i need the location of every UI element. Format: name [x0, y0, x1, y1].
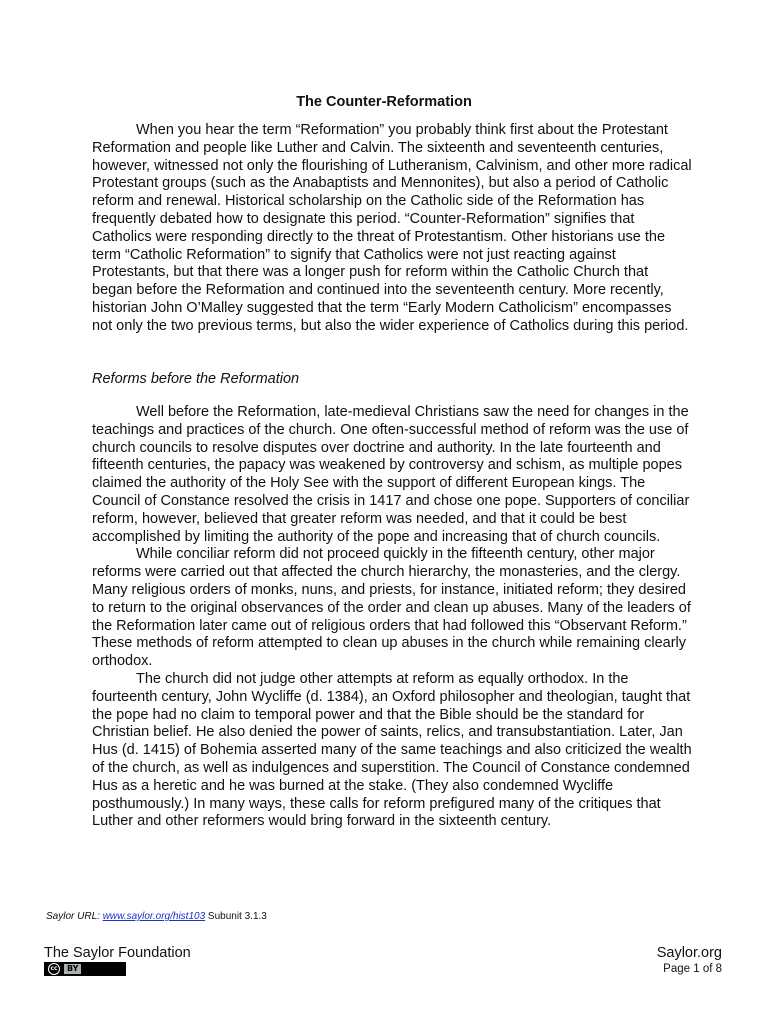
document-title: The Counter-Reformation: [296, 94, 472, 110]
footer-url-link[interactable]: www.saylor.org/hist103: [102, 911, 206, 922]
footer-site: Saylor.org: [656, 945, 722, 961]
cc-circle-icon: cc: [48, 963, 60, 975]
cc-by-label: BY: [64, 964, 81, 974]
cc-license-badge-icon: [44, 962, 126, 976]
footer-url-label: Saylor URL:: [46, 911, 103, 922]
section-heading: Reforms before the Reformation: [92, 371, 300, 387]
paragraph-intro: When you hear the term “Reformation” you probably think first about the Protestant Reformation and people like Luther and Calvin. The sixteenth and seventeenth centuries, however, witnessed not only the flourishing of Lutheranism, Calvinism, and other more radical Protestant groups (such as the Anabaptists and Mennonites), but also a period of Catholic reform and renewal. Historical scholarship on the Catholic side of the Reformation has frequently debated how to designate this period. “Counter-Reformation” signifies that Catholics were responding directly to the threat of Protestantism. Other historians use the term “Catholic Reformation” to signify that Catholics were not just reacting against Protestants, but that there was a longer push for reform within the Catholic Church that began before the Reformation and continued into the seventeenth century. More recently, historian John O’Malley suggested that the term “Early Modern Catholicism” encompasses not only the two previous terms, but also the wider experience of Catholics during this period.: [92, 122, 692, 334]
footer-subunit: Subunit 3.1.3: [205, 911, 267, 922]
paragraph-wycliffe-hus: The church did not judge other attempts at reform as equally orthodox. In the fourteenth century, John Wycliffe (d. 1384), an Oxford philosopher and theologian, taught that the pope had no claim to temporal power and that the Bible should be the standard for Christian belief. He also denied the power of saints, relics, and transubstantiation. Later, Jan Hus (d. 1415) of Bohemia asserted many of the same teachings and also criticized the wealth of the church, as well as indulgences and superstition. The Council of Constance condemned Hus as a heretic and he was burned at the stake. (They also condemned Wycliffe posthumously.) In many ways, these calls for reform prefigured many of the critiques that Luther and other reformers would bring forward in the sixteenth century.: [92, 670, 692, 830]
section-body: [92, 404, 692, 831]
page-number: Page 1 of 8: [663, 963, 722, 975]
footer-org-name: The Saylor Foundation: [44, 945, 191, 961]
paragraph-orders: While conciliar reform did not proceed quickly in the fifteenth century, other major reforms were carried out that affected the church hierarchy, the monasteries, and the clergy. Many religious orders of monks, nuns, and priests, for instance, initiated reform; they desired to return to the original observances of the order and clean up abuses. Many of the leaders of the Reformation later came out of religious orders that had followed this “Observant Reform.” These methods of reform attempted to clean up abuses in the church while remaining clearly orthodox.: [92, 546, 691, 670]
footer-source: [46, 911, 267, 923]
paragraph-conciliar: Well before the Reformation, late-medieval Christians saw the need for changes in the teachings and practices of the church. One often-successful method of reform was the use of church councils to resolve disputes over doctrine and authority. In the late fourteenth and fifteenth centuries, the papacy was weakened by controversy and schism, as multiple popes claimed the authority of the Holy See with the support of different European kings. The Council of Constance resolved the crisis in 1417 and chose one pope. Supporters of conciliar reform, however, believed that greater reform was needed, and that it could be best accomplished by limiting the authority of the pope and increasing that of church councils.: [92, 404, 690, 545]
